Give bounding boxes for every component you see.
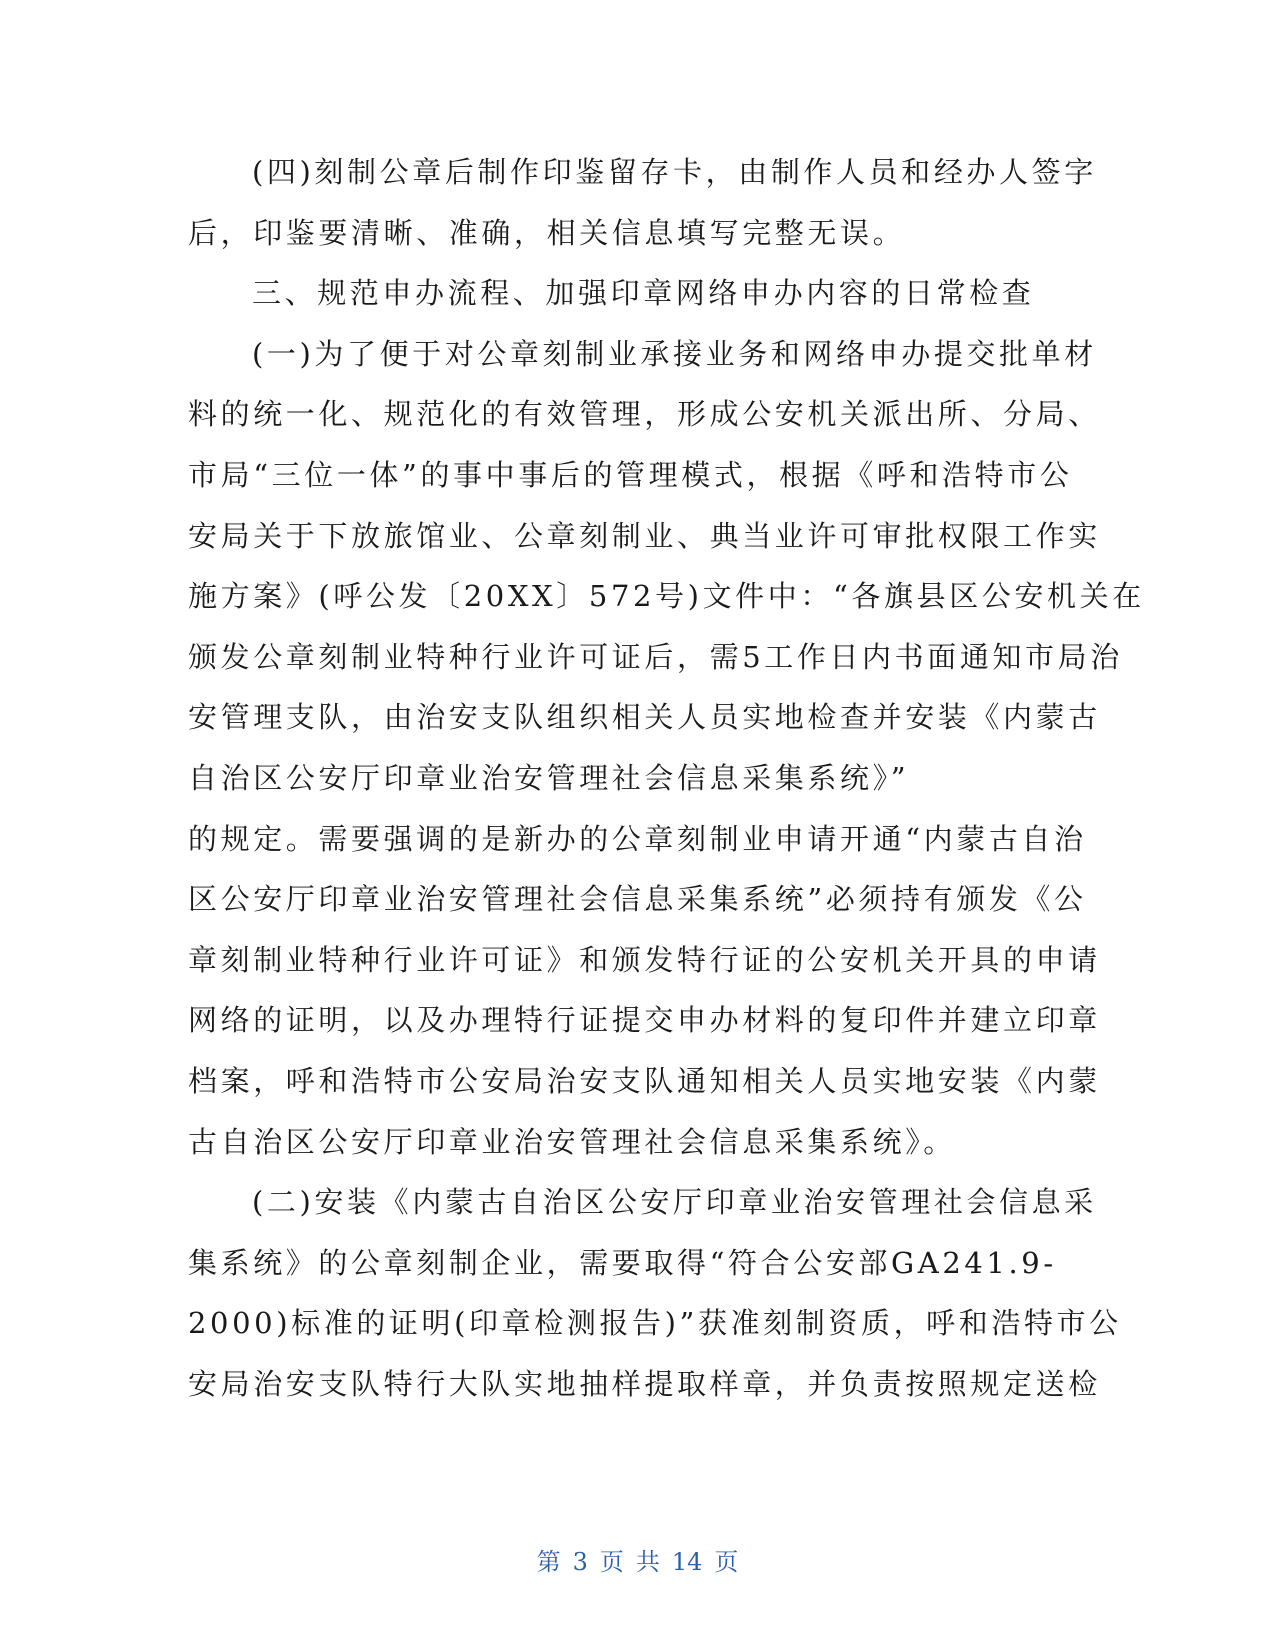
paragraph-line: 古自治区公安厅印章业治安管理社会信息采集系统》。	[188, 1124, 956, 1159]
paragraph-line: 安局治安支队特行大队实地抽样提取样章，并负责按照规定送检	[188, 1366, 1101, 1401]
paragraph-line: 网络的证明，以及办理特行证提交申办材料的复印件并建立印章	[188, 1003, 1101, 1038]
paragraph-line: 2000)标准的证明(印章检测报告)”获准刻制资质，呼和浩特市公	[188, 1306, 1122, 1341]
section-heading: 三、规范申办流程、加强印章网络申办内容的日常检查	[252, 276, 1035, 311]
document-body	[188, 142, 1145, 1414]
paragraph-line: 颁发公章刻制业特种行业许可证后，需5工作日内书面通知市局治	[188, 639, 1123, 674]
paragraph-line: 后，印鉴要清晰、准确，相关信息填写完整无误。	[188, 215, 906, 250]
footer-prefix: 第	[536, 1548, 561, 1576]
paragraph-line: (一)为了便于对公章刻制业承接业务和网络申办提交批单材	[252, 336, 1097, 371]
paragraph-line: 档案，呼和浩特市公安局治安支队通知相关人员实地安装《内蒙	[188, 1063, 1101, 1098]
paragraph-line: 集系统》的公章刻制企业，需要取得“符合公安部GA241.9-	[188, 1245, 1057, 1280]
paragraph-line: 区公安厅印章业治安管理社会信息采集系统”必须持有颁发《公	[188, 882, 1087, 917]
footer-page-word: 页	[599, 1548, 624, 1576]
paragraph-line: 料的统一化、规范化的有效管理，形成公安机关派出所、分局、	[188, 397, 1101, 432]
footer-total-pages: 14	[671, 1548, 703, 1576]
footer-suffix: 页	[714, 1548, 739, 1576]
paragraph-line: 章刻制业特种行业许可证》和颁发特行证的公安机关开具的申请	[188, 942, 1101, 977]
paragraph-line: 自治区公安厅印章业治安管理社会信息采集系统》”	[188, 760, 910, 795]
footer-page-number: 3	[572, 1548, 588, 1576]
paragraph-line: 安局关于下放旅馆业、公章刻制业、典当业许可审批权限工作实	[188, 518, 1101, 553]
paragraph-line: (二)安装《内蒙古自治区公安厅印章业治安管理社会信息采	[252, 1185, 1097, 1220]
paragraph-line: (四)刻制公章后制作印鉴留存卡，由制作人员和经办人签字	[252, 155, 1097, 189]
paragraph-line: 的规定。需要强调的是新办的公章刻制业申请开通“内蒙古自治	[188, 821, 1087, 856]
paragraph-line: 安管理支队，由治安支队组织相关人员实地检查并安装《内蒙古	[188, 700, 1101, 735]
footer-total-word: 共	[635, 1548, 660, 1576]
page-footer	[0, 1542, 1275, 1577]
paragraph-line: 施方案》(呼公发〔20XX〕572号)文件中：“各旗县区公安机关在	[188, 579, 1145, 614]
paragraph-line: 市局“三位一体”的事中事后的管理模式，根据《呼和浩特市公	[188, 457, 1073, 492]
